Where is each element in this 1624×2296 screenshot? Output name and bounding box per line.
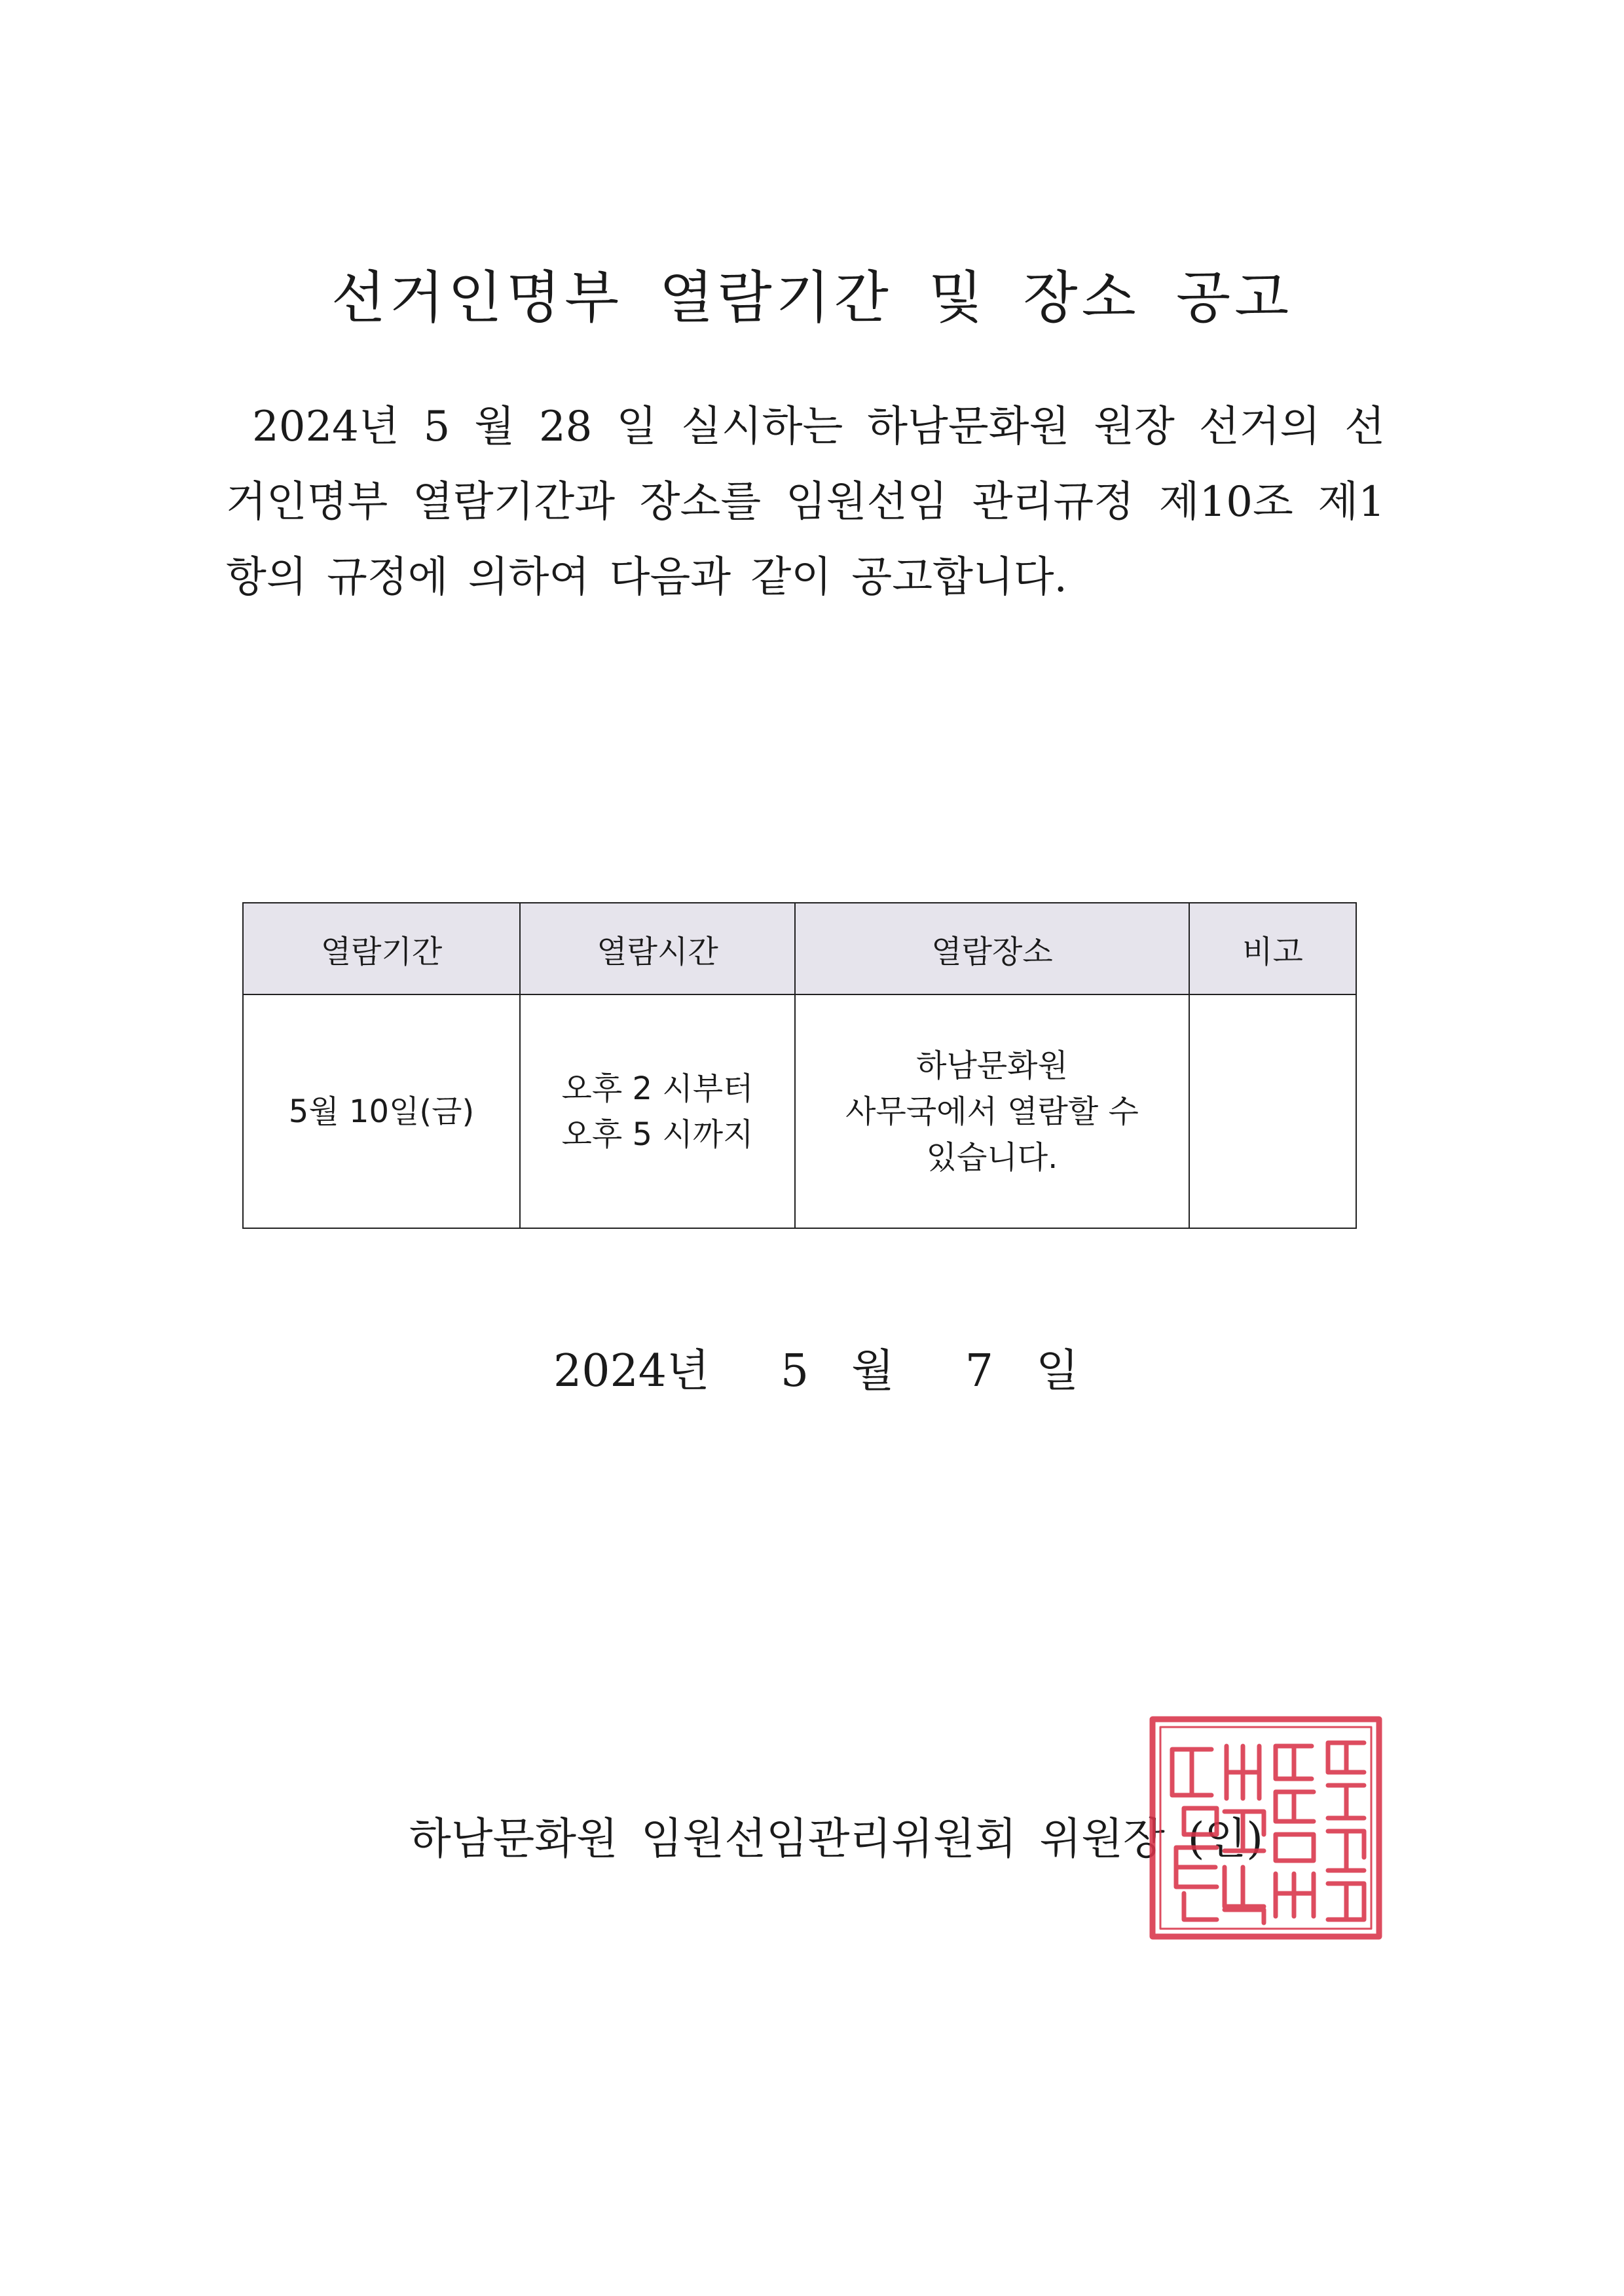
cell-note <box>1189 994 1356 1228</box>
table-row <box>243 994 1356 1228</box>
date-month-unit: 월 <box>851 1345 895 1397</box>
table-header-row <box>243 903 1356 994</box>
cell-place <box>795 994 1189 1228</box>
page-title: 선거인명부 열람기간 및 장소 공고 <box>331 265 1293 331</box>
cell-period: 5월 10일(금) <box>243 994 520 1228</box>
date-day-unit: 일 <box>1035 1345 1079 1397</box>
header-place: 열람장소 <box>795 903 1189 994</box>
place-line-3: 있습니다. <box>926 1139 1058 1176</box>
place-line-2: 사무국에서 열람할 수 <box>845 1093 1139 1130</box>
cell-time <box>520 994 795 1228</box>
signature-line: 하남문화원 임원선임관리위원회 위원장 (인) <box>409 1813 1264 1864</box>
schedule-table-container <box>242 902 1356 1229</box>
official-seal-stamp <box>1145 1710 1387 1946</box>
header-time: 열람시간 <box>520 903 795 994</box>
announcement-date <box>553 1336 1079 1399</box>
time-end: 오후 5 시까지 <box>561 1116 754 1153</box>
place-line-1: 하남문화원 <box>916 1047 1068 1084</box>
date-month: 5 <box>780 1345 809 1397</box>
announcement-paragraph: 2024년 5 월 28 일 실시하는 하남문화원 원장 선거의 선거인명부 열람기간과 장소를 임원선임 관리규정 제10조 제1항의 규정에 의하여 다음과 같이 공고합니다. <box>226 403 1385 602</box>
date-day: 7 <box>965 1345 993 1397</box>
time-start: 오후 2 시부터 <box>561 1070 754 1107</box>
header-period: 열람기간 <box>243 903 520 994</box>
schedule-table <box>242 902 1357 1229</box>
date-year: 2024년 <box>553 1345 710 1397</box>
header-note: 비고 <box>1189 903 1356 994</box>
